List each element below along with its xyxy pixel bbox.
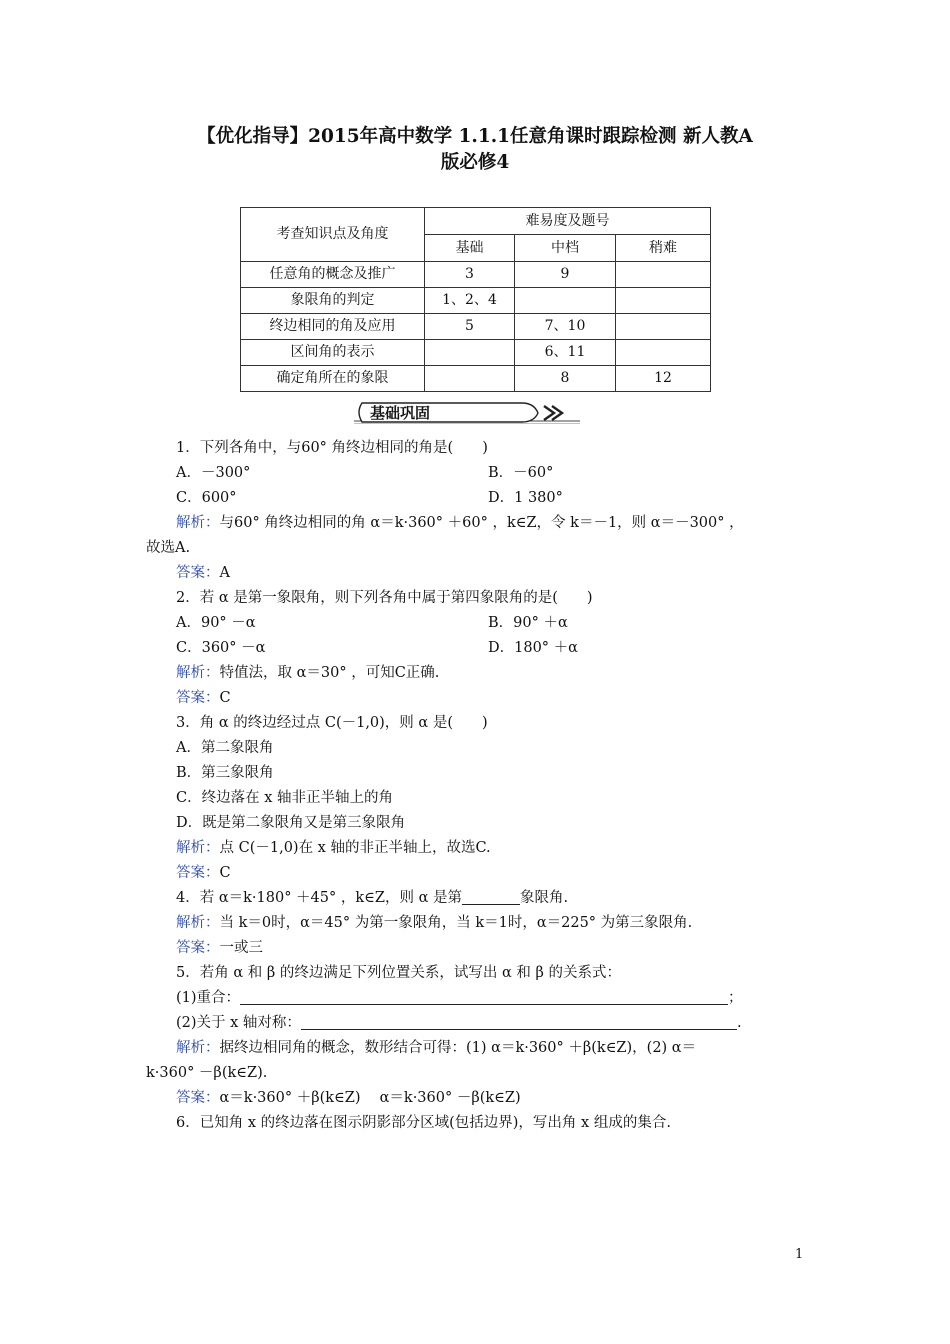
q5-part1 [176, 988, 743, 1008]
answer-text: C [219, 690, 231, 706]
answer-label: 答案： [176, 1090, 220, 1106]
q3-option-a: A．第二象限角 [176, 740, 274, 756]
table-cell [616, 340, 711, 366]
table-cell: 1、2、4 [425, 288, 515, 314]
q2-analysis [176, 663, 439, 683]
answer-text: C [219, 865, 231, 881]
q5-analysis-cont: k·360° －β(k∈Z). [146, 1065, 268, 1081]
q1-answer [176, 563, 230, 583]
table-row [241, 288, 711, 314]
section-banner [354, 401, 580, 425]
table-row [241, 314, 711, 340]
page-number: 1 [795, 1247, 804, 1262]
table-cell [616, 262, 711, 288]
q5-stem: 5．若角 α 和 β 的终边满足下列位置关系，试写出 α 和 β 的关系式： [176, 965, 621, 981]
q1-stem: 1．下列各角中，与60° 角终边相同的角是( ) [176, 440, 488, 456]
table-cell [425, 366, 515, 392]
table-group-header: 难易度及题号 [425, 208, 711, 235]
banner-text: 基础巩固 [370, 404, 431, 422]
q5-part1-label: (1)重合： [176, 990, 241, 1006]
table-level-hard: 稍难 [616, 235, 711, 262]
q2-option-c: C．360° －α [176, 640, 266, 656]
q1-analysis [176, 513, 744, 533]
q3-answer [176, 863, 231, 883]
q3-analysis [176, 838, 491, 858]
double-chevron-icon [544, 406, 562, 420]
table-cell: 6、11 [515, 340, 616, 366]
table-row [241, 262, 711, 288]
table-cell: 7、10 [515, 314, 616, 340]
analysis-label: 解析： [176, 840, 220, 856]
q5-analysis [176, 1038, 696, 1058]
q1-option-b: B．－60° [488, 465, 554, 481]
answer-label: 答案： [176, 865, 220, 881]
answer-blank[interactable] [462, 888, 520, 905]
q4-analysis [176, 913, 692, 933]
q5-part1-end: ； [728, 990, 743, 1006]
answer-label: 答案： [176, 690, 220, 706]
analysis-text: 特值法，取 α＝30° ，可知C正确. [219, 665, 440, 681]
q1-option-c: C．600° [176, 490, 237, 506]
q2-option-d: D．180° ＋α [488, 640, 578, 656]
table-cell: 12 [616, 366, 711, 392]
table-cell: 终边相同的角及应用 [241, 314, 425, 340]
document-title [130, 124, 820, 176]
table-row [241, 340, 711, 366]
analysis-label: 解析： [176, 915, 220, 931]
table-row [241, 366, 711, 392]
q5-part2-end: . [736, 1015, 742, 1031]
answer-label: 答案： [176, 940, 220, 956]
answer-blank[interactable] [301, 1013, 737, 1030]
analysis-text: 据终边相同角的概念，数形结合可得：(1) α＝k·360° ＋β(k∈Z)，(2) α＝ [219, 1040, 697, 1056]
q2-option-b: B．90° ＋α [488, 615, 568, 631]
q3-option-d: D．既是第二象限角又是第三象限角 [176, 815, 406, 831]
answer-text: 一或三 [219, 940, 263, 956]
banner-graphic [354, 401, 580, 425]
q4-stem-pre: 4．若 α＝k·180° ＋45° ，k∈Z，则 α 是第 [176, 890, 462, 906]
answer-text: A [219, 565, 230, 581]
table-cell: 8 [515, 366, 616, 392]
answer-label: 答案： [176, 565, 220, 581]
answer-text: α＝k·360° ＋β(k∈Z) α＝k·360° －β(k∈Z) [219, 1090, 521, 1106]
table-cell: 5 [425, 314, 515, 340]
table-cell [425, 340, 515, 366]
q4-stem [176, 888, 568, 908]
knowledge-table [240, 207, 711, 392]
q1-option-d: D．1 380° [488, 490, 563, 506]
table-cell: 确定角所在的象限 [241, 366, 425, 392]
table-level-basic: 基础 [425, 235, 515, 262]
analysis-text: 当 k＝0时，α＝45° 为第一象限角，当 k＝1时，α＝225° 为第三象限角. [219, 915, 693, 931]
answer-blank[interactable] [240, 988, 728, 1005]
q5-answer [176, 1088, 521, 1108]
analysis-label: 解析： [176, 515, 220, 531]
q3-option-b: B．第三象限角 [176, 765, 274, 781]
table-cell [616, 314, 711, 340]
q1-analysis-cont: 故选A. [146, 540, 191, 556]
table-cell: 象限角的判定 [241, 288, 425, 314]
table-cell: 区间角的表示 [241, 340, 425, 366]
q1-option-a: A．－300° [176, 465, 251, 481]
analysis-text: 与60° 角终边相同的角 α＝k·360° ＋60° ，k∈Z，令 k＝－1，则 α＝－300° ， [219, 515, 744, 531]
analysis-text: 点 C(－1,0)在 x 轴的非正半轴上，故选C. [219, 840, 491, 856]
q4-stem-post: 象限角. [519, 890, 569, 906]
title-line-1: 【优化指导】2015年高中数学 1.1.1任意角课时跟踪检测 新人教A [197, 126, 753, 147]
table-cell [616, 288, 711, 314]
q5-part2-label: (2)关于 x 轴对称： [176, 1015, 301, 1031]
q2-answer [176, 688, 231, 708]
table-cell: 9 [515, 262, 616, 288]
q2-stem: 2．若 α 是第一象限角，则下列各角中属于第四象限角的是( ) [176, 590, 593, 606]
table-col-header: 考查知识点及角度 [241, 208, 425, 262]
analysis-label: 解析： [176, 665, 220, 681]
q2-option-a: A．90° －α [176, 615, 256, 631]
title-line-2: 版必修4 [440, 152, 510, 173]
q3-option-c: C．终边落在 x 轴非正半轴上的角 [176, 790, 393, 806]
q5-part2 [176, 1013, 742, 1033]
q6-stem: 6．已知角 x 的终边落在图示阴影部分区域(包括边界)，写出角 x 组成的集合. [176, 1115, 671, 1131]
q3-stem: 3．角 α 的终边经过点 C(－1,0)，则 α 是( ) [176, 715, 488, 731]
table-cell: 任意角的概念及推广 [241, 262, 425, 288]
table-cell: 3 [425, 262, 515, 288]
q4-answer [176, 938, 263, 958]
table-cell [515, 288, 616, 314]
analysis-label: 解析： [176, 1040, 220, 1056]
table-level-medium: 中档 [515, 235, 616, 262]
